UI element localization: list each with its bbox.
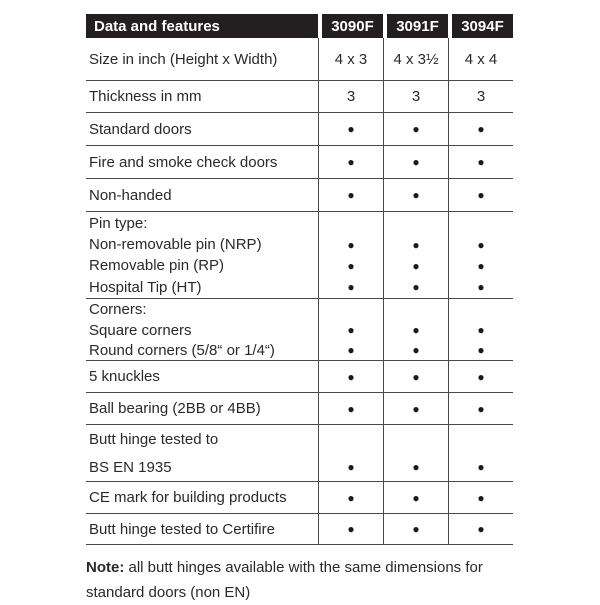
group-line [86, 340, 513, 360]
feature-label: Fire and smoke check doors [89, 153, 278, 171]
feature-label: Square corners [89, 321, 192, 339]
table-row-knuckles [86, 361, 513, 393]
table-row-bs-en-1935 [86, 425, 513, 482]
value-cell: 3 [448, 81, 513, 112]
availability-dot: ● [318, 514, 383, 544]
availability-dot: ● [448, 146, 513, 178]
table-row-non-handed [86, 179, 513, 212]
availability-dot: ● [448, 340, 513, 360]
availability-dot: ● [318, 146, 383, 178]
feature-label-line1: Butt hinge tested to [89, 430, 219, 448]
value-cell-empty [448, 299, 513, 320]
availability-dot: ● [318, 393, 383, 424]
availability-dot: ● [448, 482, 513, 513]
availability-dot: ● [383, 179, 448, 211]
table-row-size [86, 38, 513, 81]
group-line [86, 276, 513, 298]
availability-dot: ● [318, 320, 383, 340]
availability-dot: ● [383, 453, 448, 481]
feature-label-line2: BS EN 1935 [89, 458, 172, 476]
value-cell-empty [383, 299, 448, 320]
value-cell: 3 [318, 81, 383, 112]
feature-label: Removable pin (RP) [89, 257, 225, 274]
group-label: Pin type: [89, 214, 148, 232]
availability-dot: ● [383, 113, 448, 145]
value-cell: 3 [383, 81, 448, 112]
availability-dot: ● [448, 361, 513, 392]
availability-dot: ● [318, 179, 383, 211]
table-row-standard-doors [86, 113, 513, 146]
table-row-ce-mark [86, 482, 513, 514]
group-line [86, 320, 513, 340]
feature-label: Butt hinge tested to Certifire [89, 520, 275, 538]
group-label: Corners: [89, 301, 147, 318]
availability-dot: ● [383, 320, 448, 340]
header-col-3091f: 3091F [383, 14, 448, 38]
availability-dot: ● [318, 361, 383, 392]
group-line [86, 453, 513, 481]
value-cell: 4 x 3 [318, 38, 383, 80]
value-cell-empty [318, 425, 383, 453]
value-cell-empty [448, 425, 513, 453]
value-cell-empty [383, 212, 448, 234]
feature-label: Non-removable pin (NRP) [89, 236, 262, 253]
availability-dot: ● [448, 514, 513, 544]
feature-label: Non-handed [89, 186, 172, 204]
value-cell-empty [383, 425, 448, 453]
feature-label: Ball bearing (2BB or 4BB) [89, 400, 261, 417]
feature-label: Standard doors [89, 120, 192, 138]
value-cell-empty [318, 299, 383, 320]
availability-dot: ● [318, 453, 383, 481]
footer-note [86, 555, 522, 605]
group-line [86, 234, 513, 255]
value-cell: 4 x 3½ [383, 38, 448, 80]
availability-dot: ● [448, 393, 513, 424]
value-cell-empty [448, 212, 513, 234]
availability-dot: ● [448, 234, 513, 255]
table-row-thickness [86, 81, 513, 113]
availability-dot: ● [448, 255, 513, 276]
table-row-corners [86, 299, 513, 361]
note-label: Note: [86, 559, 125, 576]
availability-dot: ● [383, 234, 448, 255]
feature-label: Size in inch (Height x Width) [89, 50, 278, 68]
value-cell: 4 x 4 [448, 38, 513, 80]
feature-label: Round corners (5/8“ or 1/4“) [89, 341, 275, 359]
table-row-fire-smoke [86, 146, 513, 179]
note-text: all butt hinges available with the same dimensions for standard doors (non EN) [86, 559, 483, 601]
availability-dot: ● [383, 514, 448, 544]
availability-dot: ● [318, 482, 383, 513]
availability-dot: ● [383, 393, 448, 424]
table-header-row [86, 14, 513, 38]
group-header-line [86, 425, 513, 453]
availability-dot: ● [383, 255, 448, 276]
availability-dot: ● [318, 276, 383, 298]
availability-dot: ● [318, 255, 383, 276]
availability-dot: ● [448, 113, 513, 145]
table-row-pin-type [86, 212, 513, 299]
table-row-ball-bearing [86, 393, 513, 425]
header-col-3090f: 3090F [318, 14, 383, 38]
availability-dot: ● [318, 113, 383, 145]
availability-dot: ● [383, 276, 448, 298]
group-header-line [86, 212, 513, 234]
availability-dot: ● [448, 320, 513, 340]
header-data-and-features: Data and features [86, 14, 318, 38]
header-col-3094f: 3094F [448, 14, 513, 38]
table-row-certifire [86, 514, 513, 545]
feature-label: CE mark for building products [89, 489, 287, 506]
group-line [86, 255, 513, 276]
availability-dot: ● [383, 146, 448, 178]
feature-label: Thickness in mm [89, 88, 202, 105]
availability-dot: ● [448, 179, 513, 211]
availability-dot: ● [318, 340, 383, 360]
availability-dot: ● [383, 361, 448, 392]
group-header-line [86, 299, 513, 320]
availability-dot: ● [448, 276, 513, 298]
value-cell-empty [318, 212, 383, 234]
availability-dot: ● [383, 340, 448, 360]
availability-dot: ● [318, 234, 383, 255]
feature-label: Hospital Tip (HT) [89, 278, 202, 296]
features-table [86, 14, 513, 545]
feature-label: 5 knuckles [89, 368, 160, 385]
availability-dot: ● [448, 453, 513, 481]
availability-dot: ● [383, 482, 448, 513]
